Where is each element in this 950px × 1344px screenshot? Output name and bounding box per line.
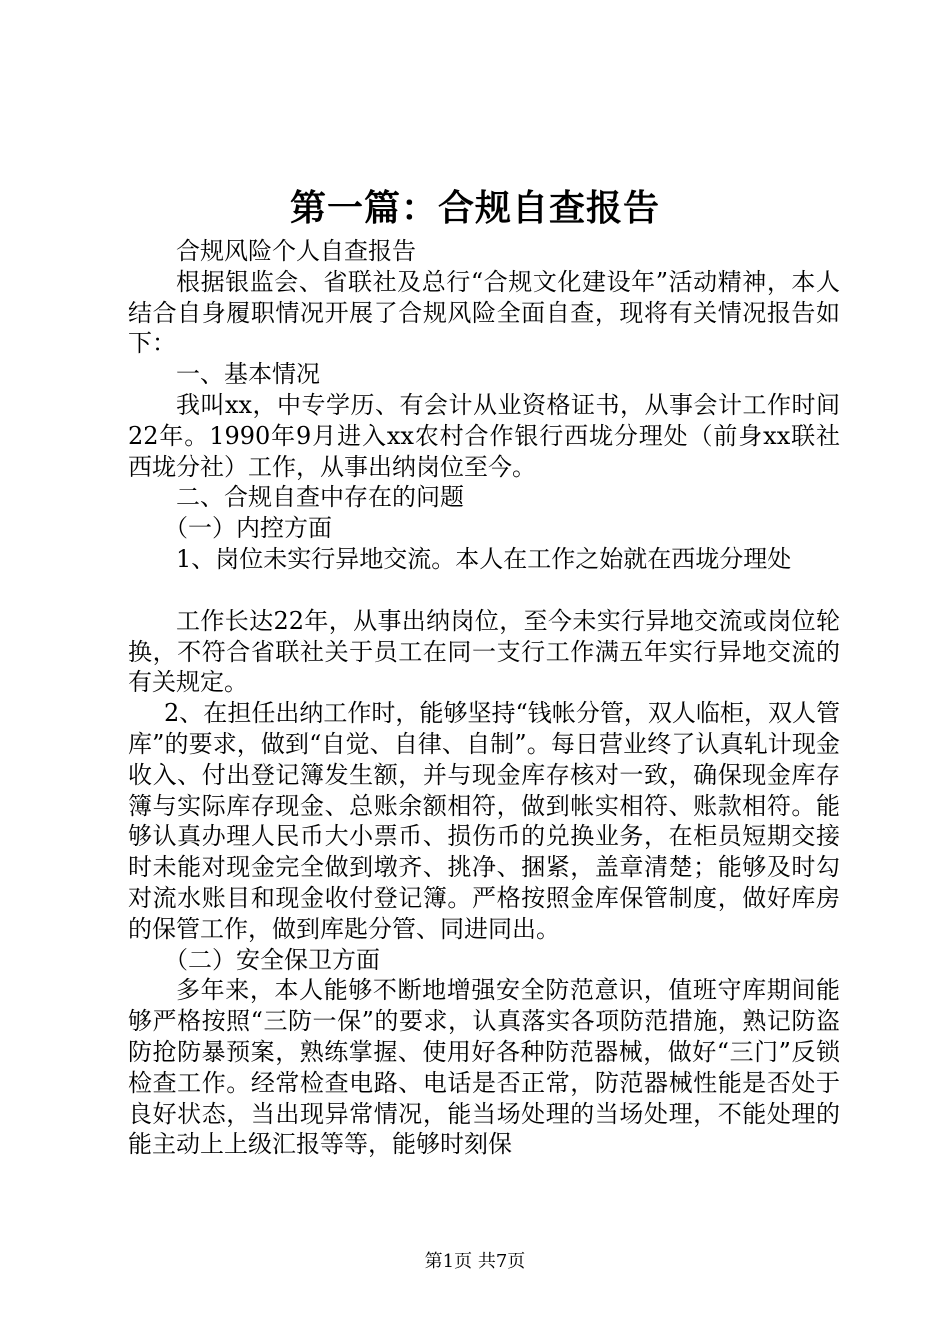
paragraph-basic-info: 我叫xx，中专学历、有会计从业资格证书，从事会计工作时间22年。1990年9月进入xx农村合作银行西垅分理处（前身xx联社西垅分社）工作，从事出纳岗位至今。 [128,390,840,481]
paragraph-subtitle: 合规风险个人自查报告 [176,237,416,265]
heading-problems: 二、合规自查中存在的问题 [176,483,464,512]
paragraph-item-1: 1、岗位未实行异地交流。本人在工作之始就在西垅分理处 [176,544,792,573]
document-title: 第一篇：合规自查报告 [289,187,660,229]
paragraph-item-1-continued: 工作长达22年，从事出纳岗位，至今未实行异地交流或岗位轮换，不符合省联社关于员工在同一支行工作满五年实行异地交流的有关规定。 [128,606,840,697]
heading-basic-info: 一、基本情况 [176,360,320,389]
paragraph-security: 多年来，本人能够不断地增强安全防范意识，值班守库期间能够严格按照“三防一保”的要求，认真落实各项防范措施，熟记防盗防抢防暴预案，熟练掌握、使用好各种防范器械，做好“三门”反锁检查工作。经常检查电路、电话是否正常，防范器械性能是否处于良好状态，当出现异常情况，能当场处理的当场处理，不能处理的能主动上上级汇报等等，能够时刻保 [128,976,840,1159]
heading-security: （二）安全保卫方面 [164,945,380,974]
heading-internal-control: （一）内控方面 [164,514,332,543]
document-body [128,236,840,1160]
paragraph-item-2: 2、在担任出纳工作时，能够坚持“钱帐分管，双人临柜，双人管库”的要求，做到“自觉、自律、自制”。每日营业终了认真轧计现金收入、付出登记簿发生额，并与现金库存核对一致，确保现金库存簿与实际库存现金、总账余额相符，做到帐实相符、账款相符。能够认真办理人民币大小票币、损伤币的兑换业务，在柜员短期交接时未能对现金完全做到墩齐、挑净、捆紧，盖章清楚；能够及时勾对流水账目和现金收付登记簿。严格按照金库保管制度，做好库房的保管工作，做到库匙分管、同进同出。 [128,699,840,943]
page-footer: 第1页 共7页 [424,1251,526,1272]
paragraph-intro: 根据银监会、省联社及总行“合规文化建设年”活动精神，本人结合自身履职情况开展了合规风险全面自查，现将有关情况报告如下： [128,267,840,358]
